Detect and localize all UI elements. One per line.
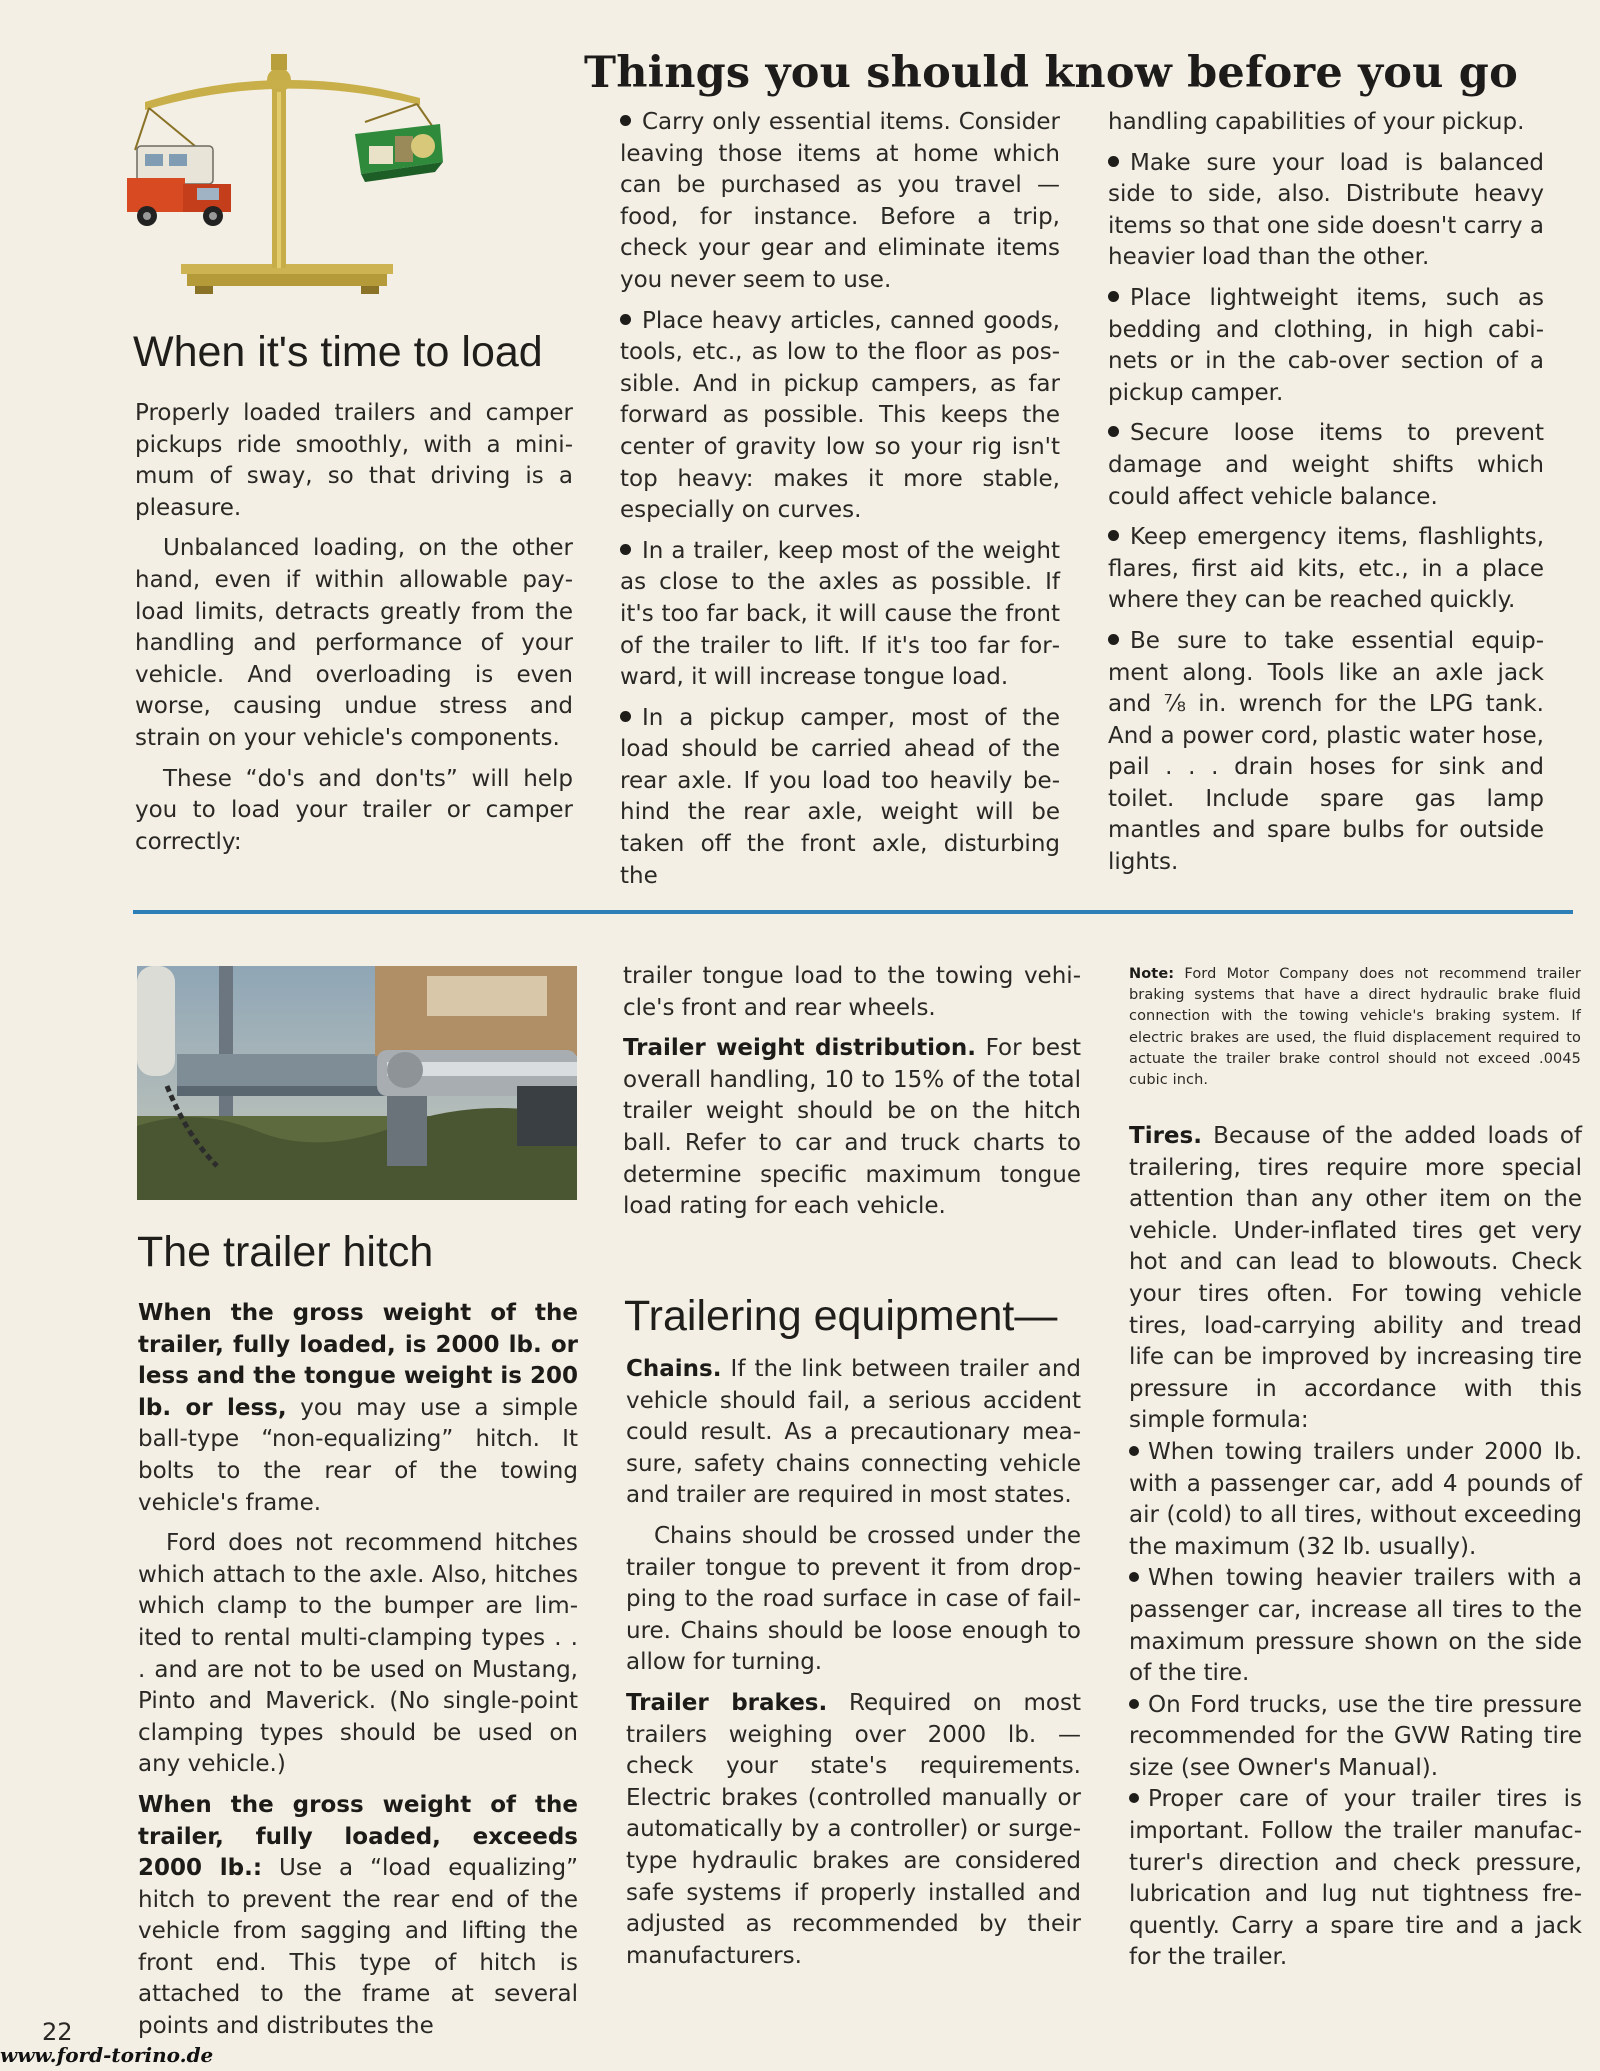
section-divider [133, 910, 1573, 914]
hitch-paragraph-2: Ford does not recommend hitches which attach to the axle. Also, hitches which clamp to the bumper are limited to rental multi-clamping types . . . and are not to be used on Mustang, Pinto and Maverick. (No single-point clamping types should be used on any vehicle.) [138, 1530, 578, 1778]
weight-distribution-body: For best overall handling, 10 to 15% of the total trailer weight should be on the hitch ball. Refer to car and truck charts to determine specific maximum tongue load rating for each vehicle. [623, 1035, 1082, 1220]
brake-note [1129, 964, 1581, 1091]
brakes-label: Trailer brakes. [626, 1689, 828, 1716]
tire-item: When towing trailers under 2000 lb. with a passenger car, add 4 pounds of air (cold) to all tires, without exceeding the maximum (32 lb. usually). [1129, 1437, 1582, 1563]
tip-item: Secure loose items to prevent damage and weight shifts which could affect vehicle balance. [1108, 418, 1544, 513]
page-number: 22 [42, 2018, 73, 2046]
brakes-body: Required on most trailers weighing over 2000 lb. — check your state's requirements. Electric brakes (controlled manually or automatically by a controller) or surge-type hydraulic brakes are considered safe systems if properly installed and adjusted as recommended by their manufacturers. [626, 1689, 1081, 1969]
tip-item: In a trailer, keep most of the weight as close to the axles as possible. If it's too far back, it will cause the front of the trailer to lift. If it's too far forward, it will increase tongue load. [620, 536, 1060, 694]
weight-distribution-paragraph [623, 1033, 1081, 1223]
tire-item: When towing heavier trailers with a passenger car, increase all tires to the maximum pressure shown on the side of the tire. [1129, 1563, 1582, 1689]
tip-item: In a pickup camper, most of the load should be carried ahead of the rear axle. If you load too heavily behind the rear axle, weight will be taken off the front axle, disturbing the [620, 703, 1060, 893]
chains-paragraph-2: Chains should be crossed under the trailer tongue to prevent it from dropping to the road surface in case of failure. Chains should be loose enough to allow for turning. [626, 1522, 1081, 1676]
load-heading: When it's time to load [133, 328, 543, 376]
load-paragraph-1: Properly loaded trailers and camper pickups ride smoothly, with a minimum of sway, so that driving is a pleasure. [135, 400, 573, 521]
tip-item: Carry only essential items. Consider leaving those items at home which can be purchased as you travel —food, for instance. Before a trip, check your gear and eliminate items you never seem to use. [620, 107, 1060, 297]
tire-item: On Ford trucks, use the tire pressure recommended for the GVW Rating tire size (see Owner's Manual). [1129, 1690, 1582, 1785]
chains-body: If the link between trailer and vehicle should fail, a serious accident could result. As a precautionary measure, safety chains connecting vehicle and trailer are required in most states. [626, 1356, 1081, 1509]
equipment-text [626, 1354, 1081, 1972]
note-body: Ford Motor Company does not recommend trailer braking systems that have a direct hydraulic brake fluid connection with the towing vehicle's braking system. If electric brakes are used, the fluid displacement required to actuate the trailer brake control should not exceed .0045 cubic inch. [1129, 966, 1581, 1089]
tip-item: Make sure your load is balanced side to side, also. Distribute heavy items so that one side doesn't carry a heavier load than the other. [1108, 148, 1544, 274]
chains-label: Chains. [626, 1356, 722, 1382]
hitch-heading: The trailer hitch [137, 1228, 434, 1276]
tip-item: Be sure to take essential equipment along. Tools like an axle jack and ⅞ in. wrench for the LPG tank. And a power cord, plastic water hose, pail . . . drain hoses for sink and toilet. Include spare gas lamp mantles and spare bulbs for outside lights. [1108, 626, 1544, 879]
tip-item: Place heavy articles, canned goods, tools, etc., as low to the floor as possible. And in pickup campers, as far forward as possible. This keeps the center of gravity low so your rig isn't top heavy: makes it more stable, especially on curves. [620, 306, 1060, 527]
tire-item: Proper care of your trailer tires is important. Follow the trailer manufacturer's direction and check pressure, lubrication and lug nut tightness frequently. Carry a spare tire and a jack for the trailer. [1129, 1784, 1582, 1974]
page-title: Things you should know before you go [584, 48, 1518, 98]
tips-column-3 [1108, 107, 1544, 879]
tires-paragraph [1129, 1121, 1582, 1437]
hitch-rule-light: When the gross weight of the trailer, fully loaded, is 2000 lb. or less and the tongue weight is 200 lb. or less, [138, 1300, 578, 1421]
hitch-continuation: trailer tongue load to the towing vehicle's front and rear wheels. [623, 963, 1081, 1021]
load-paragraph-3: These “do's and don'ts” will help you to load your trailer or camper correctly: [135, 765, 573, 855]
brakes-paragraph [626, 1688, 1081, 1972]
hitch-rule-heavy: When the gross weight of the trailer, fully loaded, exceeds 2000 lb.: [138, 1791, 578, 1882]
tip-item: Keep emergency items, flashlights, flares, first aid kits, etc., in a place where they can be reached quickly. [1108, 522, 1544, 617]
tires-label: Tires. [1129, 1123, 1202, 1149]
source-url: www.ford-torino.de [0, 2043, 214, 2067]
hitch-paragraph-3-text: Use a “load equalizing” hitch to prevent the rear end of the vehicle from sagging and lifting the front end. This type of hitch is attached to the frame at several points and distributes the [138, 1855, 578, 2040]
tires-text [1129, 1121, 1582, 1974]
tires-body: Because of the added loads of trailering, tires require more special attention than any other item on the vehicle. Under-inflated tires get very hot and can lead to blowouts. Check your tires often. For towing vehicle tires, load-carrying ability and tread life can be improved by increasing tire pressure in accordance with this simple formula: [1129, 1123, 1582, 1434]
weight-distribution-text [623, 961, 1081, 1223]
load-text [135, 398, 573, 858]
hitch-paragraph-1 [138, 1298, 578, 1519]
equipment-heading: Trailering equipment— [624, 1292, 1058, 1340]
load-paragraph-2: Unbalanced loading, on the other hand, even if within allowable payload limits, detracts greatly from the handling and performance of your vehicle. And overloading is even worse, causing undue stress and strain on your vehicle's components. [135, 535, 573, 751]
note-label: Note: [1129, 966, 1175, 982]
tip-continuation: handling capabilities of your pickup. [1108, 109, 1525, 135]
chains-paragraph [626, 1354, 1081, 1512]
weight-distribution-label: Trailer weight distribution. [623, 1035, 976, 1062]
trailer-hitch-photo [137, 966, 577, 1200]
balance-scale-illustration [125, 50, 445, 300]
hitch-text [138, 1298, 578, 2043]
tips-column-2 [620, 107, 1060, 892]
hitch-paragraph-3 [138, 1790, 578, 2043]
hitch-paragraph-1-text: you may use a simple ball-type “non-equalizing” hitch. It bolts to the rear of the towing vehicle's frame. [138, 1394, 578, 1516]
tip-item: Place lightweight items, such as bedding and clothing, in high cabinets or in the cab-over section of a pickup camper. [1108, 283, 1544, 409]
